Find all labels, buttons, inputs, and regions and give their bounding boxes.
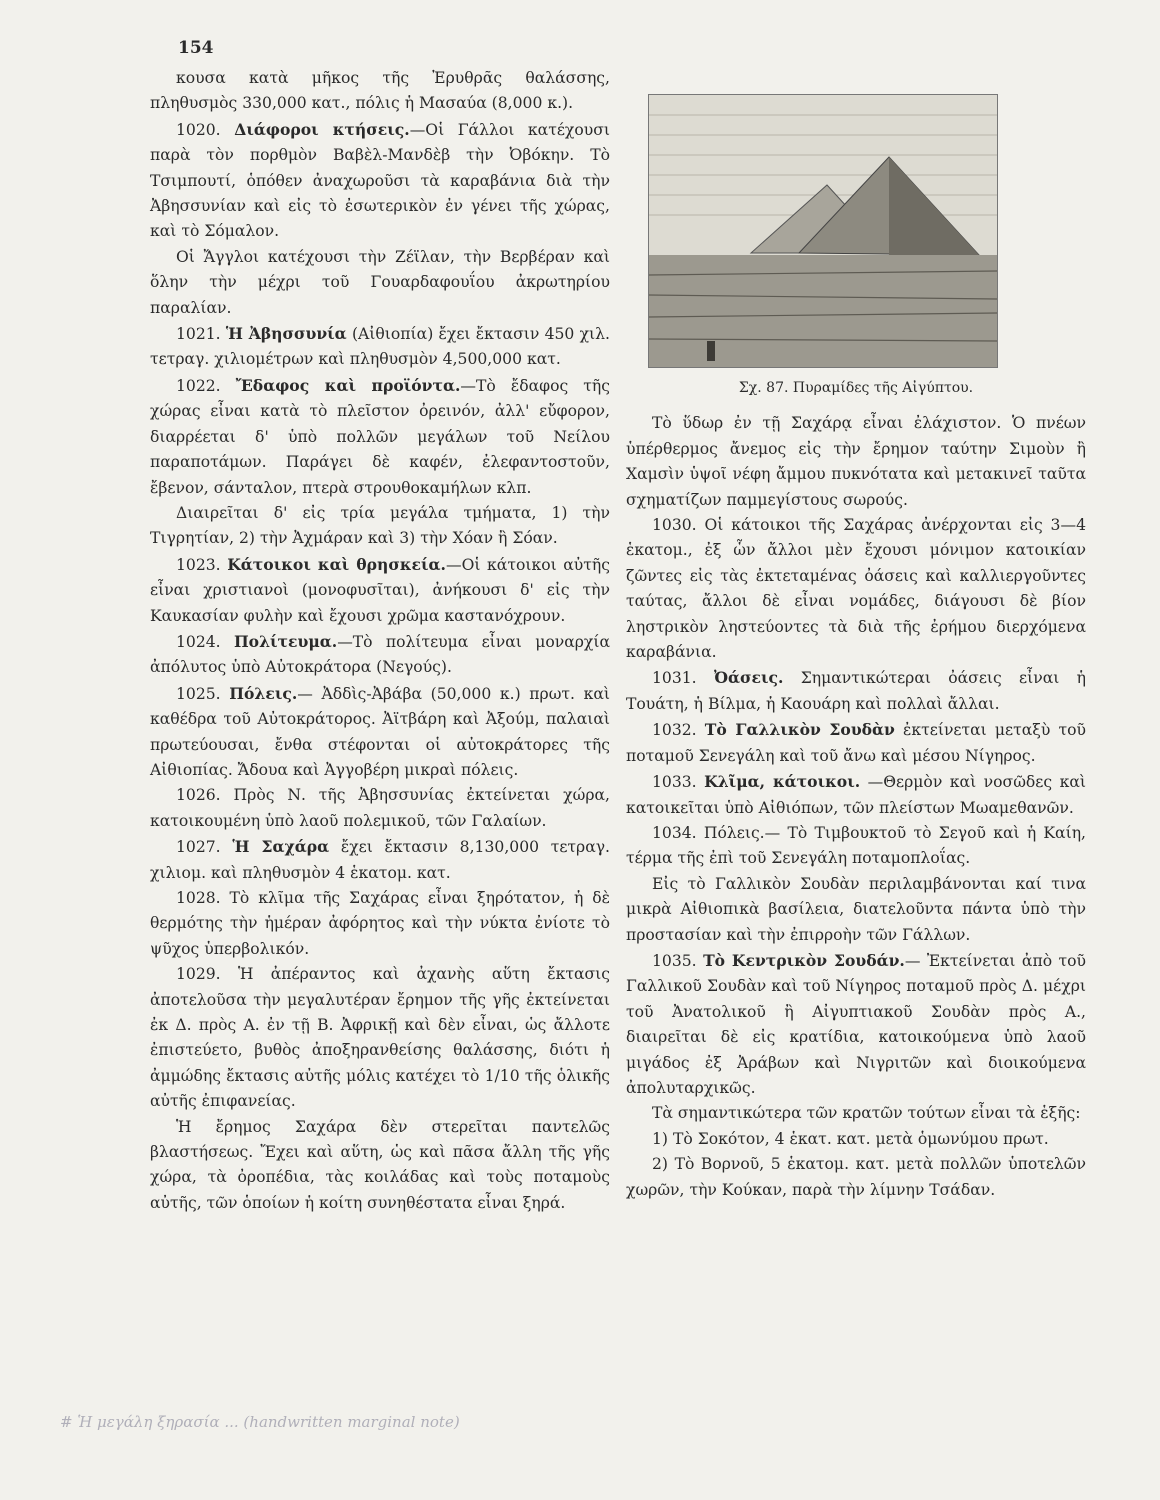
- paragraph-text: — Ἐκτείνεται ἀπὸ τοῦ Γαλλικοῦ Σουδὰν καὶ τοῦ Νίγηρος ποταμοῦ πρὸς Δ. μέχρι τοῦ Ἀνατολικοῦ ἢ Αἰγυπτιακοῦ Σουδὰν πρὸς Α., διαιρεῖται δὲ εἰς κρατίδια, κατοικούμενα ὑπὸ λαοῦ μιγάδος ἐξ Ἀράβων καὶ Νιγριτῶν καὶ διοικούμενα ἀπολυταρχικῶς.: [626, 951, 1086, 1097]
- pyramids-illustration: [648, 94, 998, 368]
- paragraph: [626, 821, 1086, 872]
- section-number: 1023.: [176, 555, 221, 574]
- paragraph: [626, 769, 1086, 821]
- paragraph: [150, 117, 610, 245]
- section-heading: Τὸ Κεντρικὸν Σουδάν.: [703, 950, 905, 970]
- paragraph: [150, 245, 610, 321]
- paragraph: [150, 834, 610, 886]
- section-number: 1029.: [176, 965, 221, 984]
- page-number: 154: [178, 38, 214, 58]
- paragraph-text: ἔχει ἔκτασιν 8,130,000 τετραγ. χιλιομ. καὶ πληθυσμὸν 4 ἑκατομ. κατ.: [150, 838, 611, 882]
- section-heading: Ἡ Σαχάρα: [232, 837, 330, 857]
- section-number: 1022.: [176, 376, 221, 395]
- paragraph: [150, 962, 610, 1114]
- paragraph-text: Οἱ Ἄγγλοι κατέχουσι τὴν Ζέϊλαν, τὴν Βερβέραν καὶ ὅλην τὴν μέχρι τοῦ Γουαρδαφουΐου ἀκρωτηρίου παραλίαν.: [150, 247, 610, 317]
- section-heading: Ἔδαφος καὶ προϊόντα.: [235, 375, 461, 395]
- paragraph-text: Πρὸς Ν. τῆς Ἀβησσυνίας ἐκτείνεται χώρα, κατοικουμένη ὑπὸ λαοῦ πολεμικοῦ, τῶν Γαλαίων.: [150, 786, 610, 830]
- paragraph: [626, 513, 1086, 665]
- paragraph: [626, 1127, 1086, 1152]
- paragraph: [150, 681, 610, 784]
- paragraph-text: —Τὸ ἔδαφος τῆς χώρας εἶναι κατὰ τὸ πλεῖστον ὀρεινόν, ἀλλ' εὔφορον, διαρρέεται δ' ὑπὸ πολλῶν μεγάλων τοῦ Νείλου παραποτάμων. Παράγει δὲ καφέν, ἐλεφαντοστοῦν, ἔβενον, σάνταλον, πτερὰ στρουθοκαμήλων κλπ.: [150, 376, 610, 497]
- right-column: [626, 90, 1086, 1203]
- paragraph-text: Ἡ ἀπέραντος καὶ ἀχανὴς αὕτη ἔκτασις ἀποτελοῦσα τὴν μεγαλυτέραν ἔρημον τῆς γῆς ἐκτείνεται ἐκ Δ. πρὸς Α. ἐν τῇ Β. Ἀφρικῇ καὶ δὲν εἶναι, ὡς ἄλλοτε ἐπιστεύετο, βυθὸς ἀποξηρανθείσης θαλάσσης, διότι ἡ ἀμμώδης ἔκτασις αὐτῆς μόλις κατέχει τὸ 1/10 τῆς ὁλικῆς αὐτῆς ἐπιφανείας.: [150, 965, 610, 1111]
- paragraph: [626, 411, 1086, 513]
- paragraph-text: 1) Τὸ Σοκότον, 4 ἑκατ. κατ. μετὰ ὁμωνύμου πρωτ.: [652, 1129, 1049, 1148]
- section-heading: Κλῖμα, κάτοικοι.: [704, 772, 861, 792]
- section-heading: Πόλεις.: [229, 683, 298, 703]
- paragraph-text: Τὸ κλῖμα τῆς Σαχάρας εἶναι ξηρότατον, ἡ δὲ θερμότης τὴν ἡμέραν ἀφόρητος καὶ τὴν νύκτα ἐνίοτε τὸ ψῦχος ὑπερβολικόν.: [150, 889, 610, 958]
- paragraph-text: —Οἱ κάτοικοι αὐτῆς εἶναι χριστιανοὶ (μονοφυσῖται), ἀνήκουσι δ' εἰς τὴν Καυκασίαν φυλὴν καὶ ἔχουσι χρῶμα καστανόχρουν.: [150, 555, 610, 625]
- section-number: 1025.: [176, 684, 221, 703]
- paragraph-text: Πόλεις.— Τὸ Τιμβουκτοῦ τὸ Σεγοῦ καὶ ἡ Καίη, τέρμα τῆς ἐπὶ τοῦ Σενεγάλη ποταμοπλοΐας.: [626, 823, 1086, 868]
- paragraph: [150, 501, 610, 552]
- section-number: 1032.: [652, 721, 697, 740]
- section-heading: Κάτοικοι καὶ θρησκεία.: [227, 554, 446, 574]
- paragraph-text: — Ἀδδὶς-Ἀβάβα (50,000 κ.) πρωτ. καὶ καθέδρα τοῦ Αὐτοκράτορος. Ἀϊτβάρη καὶ Ἀξούμ, παλαιαὶ πρωτεύουσαι, ἔνθα στέφονται οἱ αὐτοκράτορες τῆς Αἰθιοπίας. Ἄδουα καὶ Ἀγγοβέρη μικραὶ πόλεις.: [150, 684, 610, 779]
- paragraph: [150, 552, 610, 629]
- paragraph-text: Οἱ κάτοικοι τῆς Σαχάρας ἀνέρχονται εἰς 3—4 ἑκατομ., ἐξ ὧν ἄλλοι μὲν ἔχουσι μόνιμον κατοικίαν ζῶντες εἰς τὰς ἐκτεταμένας ὀάσεις καὶ καλλιεργοῦντες ταύτας, ἄλλοι δὲ εἶναι νομάδες, διάγουσι δὲ βίον ληστρικὸν ληστεύοντες τὰ διὰ τῆς ἐρήμου διερχόμενα καραβάνια.: [626, 516, 1086, 662]
- paragraph-text: ἐκτείνεται μεταξὺ τοῦ ποταμοῦ Σενεγάλη καὶ τοῦ ἄνω καὶ μέσου Νίγηρος.: [626, 721, 1086, 765]
- paragraph: [626, 717, 1086, 769]
- left-column: [150, 66, 610, 1216]
- section-number: 1026.: [176, 786, 221, 805]
- section-number: 1024.: [176, 632, 221, 651]
- paragraph: [626, 665, 1086, 717]
- paragraph: [626, 872, 1086, 948]
- section-heading: Πολίτευμα.: [233, 631, 338, 651]
- paragraph: [150, 1115, 610, 1217]
- section-number: 1020.: [176, 120, 221, 139]
- section-number: 1033.: [652, 773, 697, 792]
- paragraph: [150, 783, 610, 834]
- paragraph: [150, 321, 610, 373]
- section-number: 1027.: [176, 838, 221, 857]
- figure-caption: Σχ. 87. Πυραμίδες τῆς Αἰγύπτου.: [738, 380, 974, 396]
- paragraph: [150, 629, 610, 681]
- paragraph-text: Εἰς τὸ Γαλλικὸν Σουδὰν περιλαμβάνονται καί τινα μικρὰ Αἰθιοπικὰ βασίλεια, διατελοῦντα πάντα ὑπὸ τὴν προστασίαν καὶ τὴν ἐπιρροὴν τῶν Γάλλων.: [626, 874, 1086, 944]
- paragraph-text: Σημαντικώτεραι ὀάσεις εἶναι ἡ Τουάτη, ἡ Βίλμα, ἡ Καουάρη καὶ πολλαὶ ἄλλαι.: [626, 669, 1086, 713]
- section-number: 1034.: [652, 823, 697, 842]
- paragraph-text: (Αἰθιοπία) ἔχει ἔκτασιν 450 χιλ. τετραγ. χιλιομέτρων καὶ πληθυσμὸν 4,500,000 κατ.: [150, 325, 610, 369]
- handwritten-footnote: # Ἡ μεγάλη ξηρασία ... (handwritten marginal note): [60, 1413, 460, 1431]
- section-heading: Ὀάσεις.: [713, 668, 784, 688]
- section-heading: Τὸ Γαλλικὸν Σουδὰν: [704, 720, 895, 740]
- paragraph: [626, 1101, 1086, 1126]
- section-number: 1031.: [652, 669, 697, 688]
- paragraph-text: Ἡ ἔρημος Σαχάρα δὲν στερεῖται παντελῶς βλαστήσεως. Ἔχει καὶ αὕτη, ὡς καὶ πᾶσα ἄλλη τῆς γῆς χώρα, τὰ ὀροπέδια, τὰς κοιλάδας καὶ τοὺς ποταμοὺς αὐτῆς, τῶν ὁποίων ἡ κοίτη συνηθέστατα εἶναι ξηρά.: [150, 1117, 610, 1212]
- section-number: 1035.: [652, 951, 697, 970]
- paragraph: [150, 886, 610, 962]
- paragraph-text: Τὰ σημαντικώτερα τῶν κρατῶν τούτων εἶναι τὰ ἑξῆς:: [652, 1104, 1081, 1123]
- paragraph-text: —Τὸ πολίτευμα εἶναι μοναρχία ἀπόλυτος ὑπὸ Αὐτοκράτορα (Νεγούς).: [150, 632, 610, 677]
- paragraph: [150, 373, 610, 501]
- section-number: 1030.: [652, 516, 697, 535]
- right-column-text: [626, 411, 1086, 1203]
- paragraph-text: Διαιρεῖται δ' εἰς τρία μεγάλα τμήματα, 1) τὴν Τιγρητίαν, 2) τὴν Ἀχμάραν καὶ 3) τὴν Χόαν ἢ Σόαν.: [150, 503, 610, 548]
- paragraph-text: 2) Τὸ Βορνοῦ, 5 ἑκατομ. κατ. μετὰ πολλῶν ὑποτελῶν χωρῶν, τὴν Κούκαν, παρὰ τὴν λίμνην Τσάδαν.: [626, 1155, 1086, 1199]
- paragraph: [626, 1152, 1086, 1203]
- paragraph-text: —Οἱ Γάλλοι κατέχουσι παρὰ τὸν πορθμὸν Βαβὲλ-Μανδὲβ τὴν Ὀβόκην. Τὸ Τσιμπουτί, ὁπόθεν ἀναχωροῦσι τὰ καραβάνια διὰ τὴν Ἀβησσυνίαν καὶ εἰς τὸ ἐσωτερικὸν ἐν γένει τῆς χώρας, καὶ τὸ Σόμαλον.: [150, 120, 610, 241]
- paragraph-text: —Θερμὸν καὶ νοσῶδες καὶ κατοικεῖται ὑπὸ Αἰθιόπων, τῶν πλείστων Μωαμεθανῶν.: [626, 773, 1086, 817]
- paragraph-text: κουσα κατὰ μῆκος τῆς Ἐρυθρᾶς θαλάσσης, πληθυσμὸς 330,000 κατ., πόλις ἡ Μασαύα (8,000 κ.).: [150, 69, 610, 113]
- section-heading: Ἡ Ἀβησσυνία: [225, 324, 347, 344]
- paragraph: [626, 948, 1086, 1101]
- section-heading: Διάφοροι κτήσεις.: [234, 119, 410, 139]
- paragraph: [150, 66, 610, 117]
- section-number: 1028.: [176, 889, 221, 907]
- paragraph-text: Τὸ ὕδωρ ἐν τῇ Σαχάρᾳ εἶναι ἐλάχιστον. Ὁ πνέων ὑπέρθερμος ἄνεμος εἰς τὴν ἔρημον ταύτην Σιμοὺν ἢ Χαμσὶν ὑψοῖ νέφη ἄμμου πυκνότατα καὶ μετακινεῖ ταῦτα σχηματίζων παμμεγίστους σωρούς.: [626, 414, 1086, 509]
- section-number: 1021.: [176, 325, 221, 344]
